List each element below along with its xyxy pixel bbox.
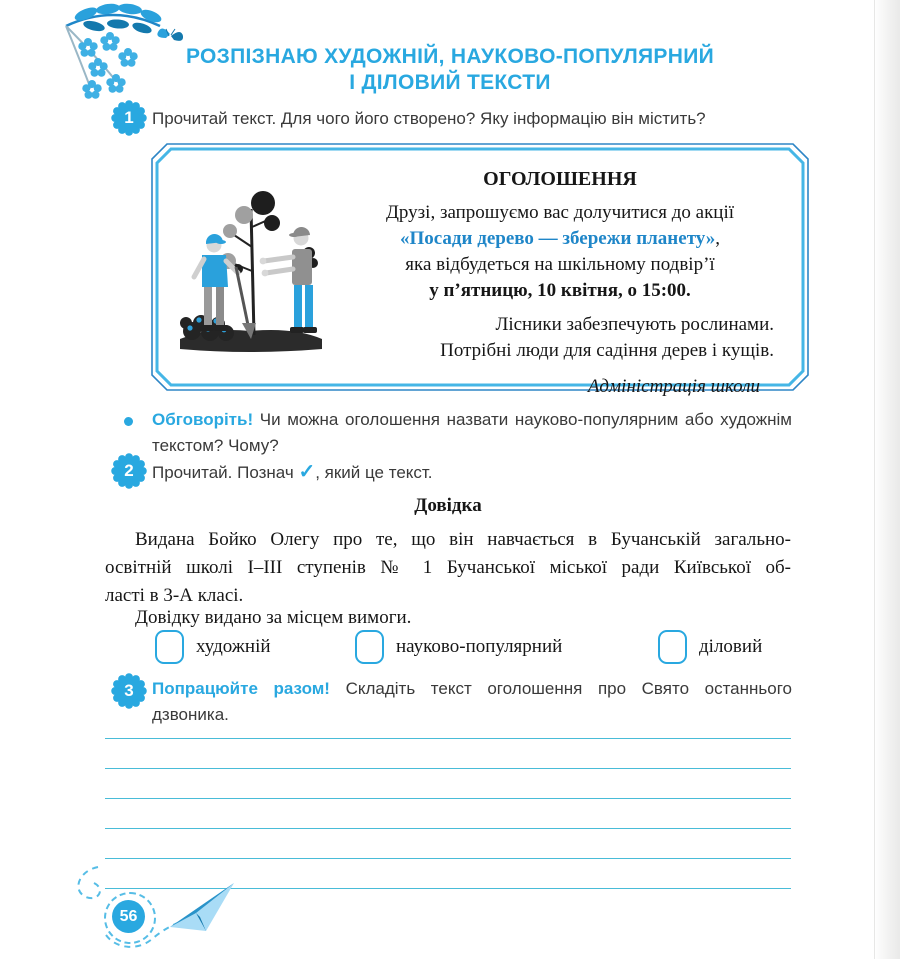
announcement-supply2: Потрібні люди для садіння дерев і кущів. xyxy=(440,340,774,361)
checkmark-icon: ✓ xyxy=(298,461,316,483)
tree-planting-icon xyxy=(166,175,334,360)
announcement-signature: Адміністрація школи xyxy=(587,376,760,397)
checkbox-dilovyi[interactable] xyxy=(658,630,687,664)
task1-number-badge xyxy=(110,99,148,137)
announcement-line2: яка відбудеться на шкільному подвір’ї xyxy=(405,254,715,275)
task2-text-before: Прочитай. Познач xyxy=(152,463,294,482)
tree-planting-illustration xyxy=(160,152,340,382)
reference-line1: Видана Бойко Олегу про те, що він навчається в Бучанській загально- xyxy=(135,529,791,550)
page-number: 56 xyxy=(119,907,138,925)
page-title xyxy=(120,44,780,96)
task1-number: 1 xyxy=(124,108,134,127)
discuss-label: Обговоріть! xyxy=(152,410,254,429)
checkbox-khudozhnii[interactable] xyxy=(155,630,184,664)
page-number-badge xyxy=(112,900,145,933)
page-scan-line xyxy=(874,0,875,959)
task3-number-badge xyxy=(110,672,148,710)
task2-number: 2 xyxy=(124,461,134,480)
reference-line2: освітній школі І–ІІІ ступенів № 1 Бучанської міської ради Київської об- xyxy=(105,557,791,578)
announcement-supply1: Лісники забезпечують рослинами. xyxy=(495,314,774,335)
option-label-khudozhnii: художній xyxy=(196,636,271,657)
task2-instruction xyxy=(152,459,792,486)
announcement-line1: Друзі, запрошуємо вас долучитися до акції xyxy=(385,202,735,223)
announcement-highlight: «Посади дерево — збережи планету» xyxy=(399,228,716,249)
task3-number: 3 xyxy=(124,681,134,700)
announcement-line3: у п’ятницю, 10 квітня, о 15:00. xyxy=(429,280,691,301)
writing-line xyxy=(105,768,791,769)
option-label-dilovyi: діловий xyxy=(699,636,763,657)
page-scan-edge xyxy=(874,0,900,959)
announcement-heading: ОГОЛОШЕННЯ xyxy=(483,168,637,190)
task2-number-badge xyxy=(110,452,148,490)
option-label-naukovo-populiarnyi: науково-популярний xyxy=(396,636,563,657)
discuss-block xyxy=(152,407,792,459)
writing-line xyxy=(105,828,791,829)
writing-line xyxy=(105,738,791,739)
task3-text: Складіть текст оголошення про Свято останнього дзвоника. xyxy=(152,679,792,724)
task3-label: Попрацюйте разом! xyxy=(152,679,330,698)
announcement-highlight-line xyxy=(346,226,774,252)
reference-paragraph xyxy=(105,526,791,610)
options-row xyxy=(0,630,900,666)
reference-note: Довідку видано за місцем вимоги. xyxy=(135,607,412,628)
reference-heading: Довідка xyxy=(414,495,482,516)
page-title-line2: І ДІЛОВИЙ ТЕКСТИ xyxy=(349,71,551,94)
footer-decoration xyxy=(58,855,298,955)
task1-instruction: Прочитай текст. Для чого його створено? Яку інформацію він містить? xyxy=(152,109,706,128)
reference-line3: ласті в 3-А класі. xyxy=(105,585,244,606)
writing-line xyxy=(105,798,791,799)
bullet-icon xyxy=(124,417,133,426)
task3-instruction xyxy=(152,676,792,728)
paper-plane-trail-icon xyxy=(58,855,298,955)
checkbox-naukovo-populiarnyi[interactable] xyxy=(355,630,384,664)
discuss-text: Чи можна оголошення назвати науково-популярним або художнім текстом? Чому? xyxy=(152,410,792,455)
butterfly-icon xyxy=(157,28,183,40)
paper-plane-icon xyxy=(170,883,234,931)
task2-text-after: , який це текст. xyxy=(315,463,433,482)
announcement-box xyxy=(150,142,810,397)
announcement-highlight-suffix: , xyxy=(715,228,720,249)
page-title-line1: РОЗПІЗНАЮ ХУДОЖНІЙ, НАУКОВО-ПОПУЛЯРНИЙ xyxy=(186,45,714,68)
